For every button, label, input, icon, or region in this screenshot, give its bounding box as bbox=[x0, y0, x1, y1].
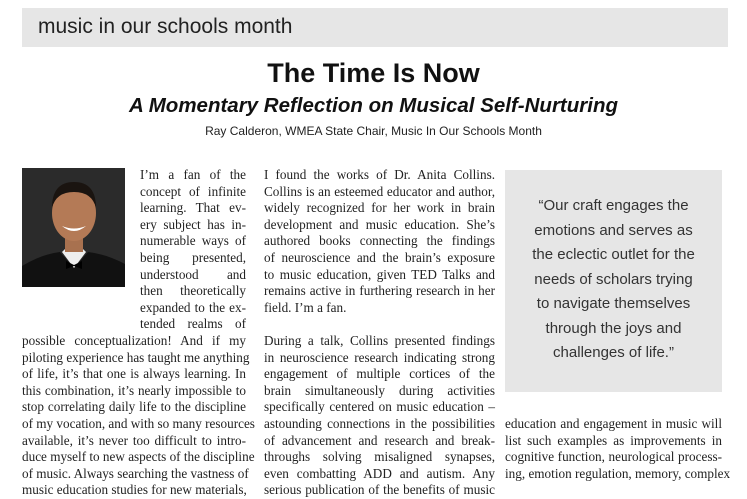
text-line: “Our craft engages the bbox=[538, 197, 689, 214]
column-1-wrap bbox=[140, 167, 246, 333]
text-line: serious publication of the benefits of music bbox=[264, 482, 495, 498]
text-line: ery subject has in- bbox=[140, 216, 246, 232]
text-line: specifically centered on music education – bbox=[264, 399, 495, 415]
text-line: throughs solving misaligned synapses, bbox=[264, 449, 495, 465]
section-header-bar bbox=[22, 8, 728, 47]
column-2-para-2 bbox=[264, 333, 495, 499]
text-line: tended realms of bbox=[140, 316, 246, 332]
text-line: cognitive function, neurological process- bbox=[505, 449, 722, 465]
text-line: this combination, it’s nearly impossible to bbox=[22, 382, 246, 398]
text-line: list such examples as improvements in bbox=[505, 432, 722, 448]
text-line: authored books connecting the findings bbox=[264, 233, 495, 249]
text-line: expanded to the ex- bbox=[140, 299, 246, 315]
pull-quote bbox=[505, 170, 722, 392]
text-line: being presented, bbox=[140, 249, 246, 265]
text-line: learning. That ev- bbox=[140, 200, 246, 216]
column-2-para-1 bbox=[264, 167, 495, 316]
text-line: through the joys and bbox=[545, 319, 682, 337]
article-subtitle: A Momentary Reflection on Musical Self-Nurturing bbox=[128, 94, 618, 117]
text-line: available, it’s never too difficult to intro- bbox=[22, 432, 246, 448]
text-line: engagement of multiple cortices of the bbox=[264, 366, 495, 382]
text-line: in neuroscience research indicating strong bbox=[264, 349, 495, 365]
column-1-full bbox=[22, 333, 255, 499]
text-line: During a talk, Collins presented findings bbox=[264, 333, 495, 348]
text-line: numerable ways of bbox=[140, 233, 246, 249]
byline: Ray Calderon, WMEA State Chair, Music In Our Schools Month bbox=[205, 124, 542, 138]
text-line: concept of infinite bbox=[140, 183, 246, 199]
text-line: of neuroscience and the brain’s exposure bbox=[264, 249, 495, 265]
text-line: field. I’m a fan. bbox=[264, 299, 347, 315]
text-line: education and engagement in music will bbox=[505, 416, 722, 431]
text-line: widely recognized for her work in brain bbox=[264, 200, 495, 216]
text-line: emotions and serves as bbox=[534, 221, 693, 239]
text-line: then theoretically bbox=[140, 283, 246, 299]
text-line: understood and bbox=[140, 266, 246, 282]
section-label: music in our schools month bbox=[38, 15, 293, 38]
text-line: Collins is an esteemed educator and author, bbox=[264, 183, 495, 199]
text-line: music education studies for new materials, bbox=[22, 482, 247, 498]
author-photo bbox=[22, 168, 125, 287]
text-line: remains active in furthering research in her bbox=[264, 283, 495, 299]
text-line: ing, emotion regulation, memory, complex bbox=[505, 465, 731, 481]
text-line: possible conceptualization! And if my bbox=[22, 333, 246, 348]
text-line: the eclectic outlet for the bbox=[532, 246, 695, 263]
text-line: development and music education. She’s bbox=[264, 216, 495, 232]
text-line: to music education, given TED Talks and bbox=[264, 266, 495, 282]
article-title: The Time Is Now bbox=[267, 58, 480, 88]
text-line: piloting experience has taught me anything bbox=[22, 349, 250, 365]
text-line: astounding connections in the possibilities bbox=[264, 415, 495, 431]
text-line: duce myself to new aspects of the discipline bbox=[22, 449, 255, 465]
text-line: I found the works of Dr. Anita Collins. bbox=[264, 167, 495, 182]
text-line: of life, it’s that one is always learning. In bbox=[22, 366, 246, 382]
text-line: of music. Always searching the vastness of bbox=[22, 465, 249, 481]
text-line: stop correlating daily life to the discipline bbox=[22, 399, 246, 415]
text-line: brain simultaneously during activities bbox=[264, 382, 495, 398]
column-3 bbox=[505, 416, 731, 482]
text-line: of advancement and research and break- bbox=[264, 432, 495, 448]
text-line: challenges of life.” bbox=[553, 344, 674, 361]
text-line: even combatting ADD and autism. Any bbox=[264, 465, 495, 481]
text-line: of my vocation, and with so many resources bbox=[22, 415, 255, 431]
text-line: I’m a fan of the bbox=[140, 167, 246, 182]
text-line: to navigate themselves bbox=[536, 295, 691, 312]
text-line: needs of scholars trying bbox=[534, 270, 693, 288]
